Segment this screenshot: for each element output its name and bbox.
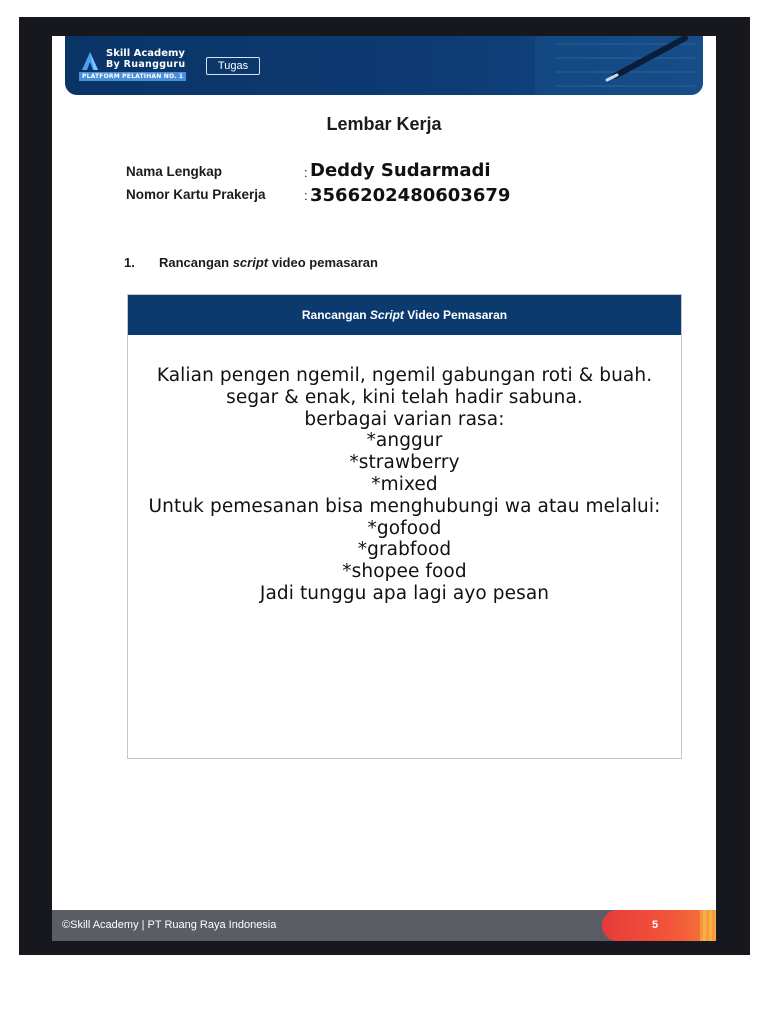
- page-number: 5: [652, 919, 659, 931]
- logo-line-2: By Ruangguru: [106, 59, 186, 70]
- logo-line-1: Skill Academy: [106, 48, 185, 59]
- page-footer: [52, 910, 716, 941]
- footer-stripes: [700, 910, 716, 941]
- pen-writing-decoration-icon: [535, 36, 703, 95]
- script-box: [127, 294, 682, 759]
- script-line: Untuk pemesanan bisa menghubungi wa atau melalui:: [148, 495, 661, 517]
- script-text: [128, 365, 681, 605]
- script-line: *shopee food: [342, 561, 467, 583]
- box-head-italic: Script: [369, 308, 404, 322]
- script-box-header: [128, 295, 681, 335]
- logo-badge: PLATFORM PELATIHAN NO. 1: [79, 72, 186, 81]
- field-label-nomor: Nomor Kartu Prakerja: [126, 187, 266, 202]
- field-label-nama: Nama Lengkap: [126, 164, 223, 179]
- script-line: *strawberry: [349, 452, 460, 474]
- tugas-tag: Tugas: [206, 57, 260, 75]
- document-page: [52, 36, 716, 941]
- skill-academy-logo-icon: [79, 50, 101, 72]
- script-line: *mixed: [371, 473, 438, 495]
- page-header: [65, 36, 703, 95]
- footer-accent: [602, 910, 716, 941]
- script-line: *gofood: [367, 517, 442, 539]
- section-number: 1.: [124, 255, 135, 270]
- script-line: Jadi tunggu apa lagi ayo pesan: [259, 582, 550, 604]
- logo-text: [106, 48, 185, 70]
- box-head-text-2: Video Pemasaran: [403, 308, 508, 322]
- section-text-2: video pemasaran: [268, 255, 378, 270]
- script-line: Kalian pengen ngemil, ngemil gabungan roti & buah.: [156, 365, 653, 386]
- page-title: Lembar Kerja: [326, 114, 442, 134]
- script-line: segar & enak, kini telah hadir sabuna.: [226, 386, 583, 408]
- section-text-italic: script: [232, 255, 269, 270]
- field-value-nomor: 3566202480603679: [310, 185, 511, 206]
- script-line: *anggur: [366, 430, 443, 452]
- section-text-1: Rancangan: [159, 255, 233, 270]
- box-head-text-1: Rancangan: [301, 308, 370, 322]
- field-colon-nama: :: [304, 165, 308, 180]
- field-value-nama: Deddy Sudarmadi: [310, 160, 491, 181]
- script-line: *grabfood: [357, 539, 452, 561]
- field-colon-nomor: :: [304, 188, 308, 203]
- script-line: berbagai varian rasa:: [304, 408, 505, 430]
- footer-copyright: ©Skill Academy | PT Ruang Raya Indonesia: [62, 919, 277, 931]
- section-heading: [124, 255, 378, 270]
